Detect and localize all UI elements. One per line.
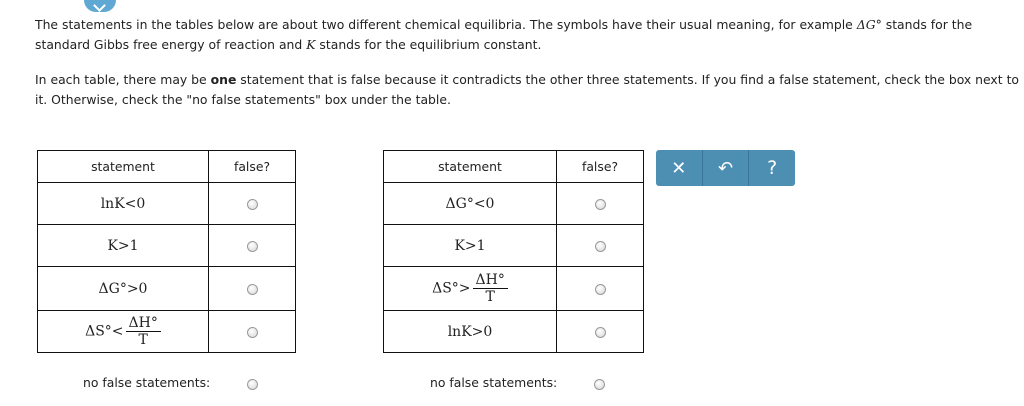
statements-table-right (383, 150, 644, 353)
chevron-down-icon (93, 0, 106, 12)
table-row (384, 267, 644, 311)
statement-cell: K>1 (38, 225, 209, 267)
fraction (473, 272, 508, 305)
column-header-false: false? (557, 151, 644, 183)
false-radio[interactable] (247, 199, 258, 210)
column-header-statement: statement (38, 151, 209, 183)
table-row (38, 267, 296, 311)
false-radio[interactable] (595, 284, 606, 295)
table-row (38, 225, 296, 267)
table-row (38, 183, 296, 225)
statement-cell: K>1 (384, 225, 557, 267)
false-radio[interactable] (247, 241, 258, 252)
no-false-radio-right[interactable] (594, 379, 605, 390)
undo-button[interactable] (703, 150, 750, 186)
intro-text: stands for the standard Gibbs free energy of reaction and (35, 17, 973, 52)
answer-toolbar (656, 150, 795, 186)
statement-cell: lnK<0 (38, 183, 209, 225)
emphasis-text: one (210, 72, 237, 87)
help-button[interactable] (749, 150, 795, 186)
column-header-statement: statement (384, 151, 557, 183)
false-radio[interactable] (247, 284, 258, 295)
no-false-label-left: no false statements: (83, 375, 211, 390)
column-header-false: false? (209, 151, 296, 183)
undo-icon: ↶ (717, 157, 734, 179)
intro-text: stands for the equilibrium constant. (315, 37, 542, 52)
false-radio[interactable] (595, 241, 606, 252)
table-row (38, 311, 296, 353)
intro-paragraph-1 (35, 15, 1020, 55)
no-false-label-right: no false statements: (430, 375, 558, 390)
statement-cell (38, 311, 209, 353)
fraction-denominator: T (138, 332, 148, 348)
clear-button[interactable] (656, 150, 703, 186)
statements-table-left (37, 150, 296, 353)
table-row (384, 183, 644, 225)
statement-cell (384, 267, 557, 311)
fraction-numerator: ΔH° (126, 315, 161, 332)
fraction-denominator: T (485, 289, 495, 305)
statement-cell: ΔG°<0 (384, 183, 557, 225)
k-symbol: K (306, 37, 316, 52)
false-radio[interactable] (247, 327, 258, 338)
help-icon: ? (767, 157, 778, 179)
intro-paragraph-2 (35, 70, 1020, 110)
fraction-numerator: ΔH° (473, 272, 508, 289)
table-row (384, 225, 644, 267)
fraction (126, 315, 161, 348)
statement-prefix: ΔS°> (432, 280, 471, 297)
statement-cell: lnK>0 (384, 311, 557, 353)
false-radio[interactable] (595, 327, 606, 338)
false-radio[interactable] (595, 199, 606, 210)
statement-cell: ΔG°>0 (38, 267, 209, 311)
no-false-radio-left[interactable] (247, 379, 258, 390)
table-row (384, 311, 644, 353)
close-icon: ✕ (671, 157, 687, 179)
gibbs-symbol: ΔG° (856, 17, 882, 32)
intro-text: In each table, there may be (35, 72, 211, 87)
intro-text: statement that is false because it contradicts the other three statements. If you find a false statement, check the box next to it. Otherwise, check the "no false statements" box under the table. (35, 72, 1020, 107)
statement-prefix: ΔS°< (85, 323, 124, 340)
collapse-tab[interactable] (84, 0, 116, 12)
intro-text: The statements in the tables below are about two different chemical equilibria. The symbols have their usual meaning, for example (35, 17, 857, 32)
